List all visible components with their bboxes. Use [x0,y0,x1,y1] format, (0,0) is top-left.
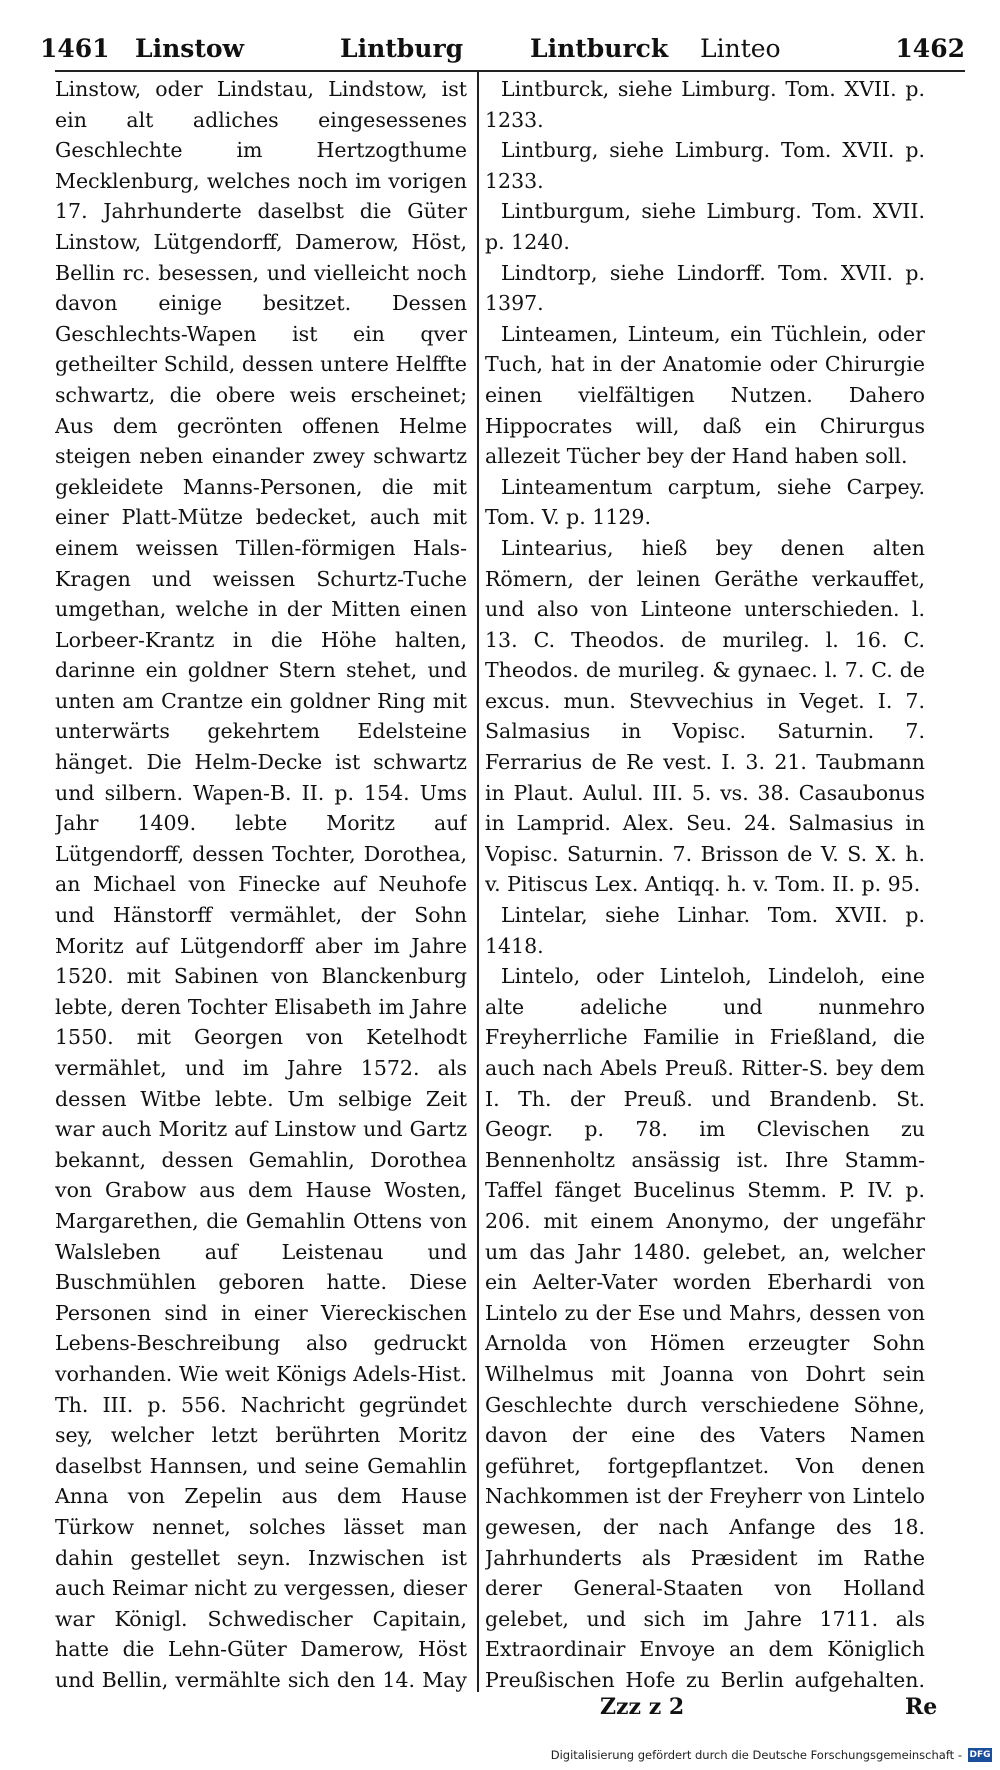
entry-lintelar: Lintelar, siehe Linhar. Tom. XVII. p. 1418. [485,903,925,958]
running-header [40,30,965,68]
entry-linteamentum: Linteamentum carptum, siehe Carpey. Tom. V. p. 1129. [485,474,925,530]
page-footer [0,1692,1000,1726]
entry-lindtorp: Lindtorp, siehe Lindorff. Tom. XVII. p. 1397. [485,260,925,316]
column-rule [477,72,479,1692]
entry-lintburck: Lintburck, siehe Limburg. Tom. XVII. p. 1233. [485,77,925,132]
catchword: Re [905,1694,938,1720]
entry-lintelo: Lintelo, oder Linteloh, Lindeloh, eine alte adeliche und nunmehro Freyherrliche Familie in Frießland, die auch nach Abels Preuß. Ritter-S. bey dem I. Th. der Preuß. und Brandenb. St. Geogr. p. 78. im Clevischen zu Bennenholtz ansässig ist. Ihre Stamm-Taffel fänget Bucelinus Stemm. P. IV. p. 206. mit einem Anonymo, der ungefähr um das Jahr 1480. gelebet, an, welcher ein Aelter-Vater worden Eberhardi von Lintelo zu der Ese und Mahrs, dessen von Arnolda von Hömen erzeugter Sohn Wilhelmus mit Joanna von Dohrt sein Geschlechte durch verschiedene Söhne, davon der eine des Vaters Namen geführet, fortgepflantzet. Von denen Nachkommen ist der Freyherr von Lintelo gewesen, der nach Anfange des 18. Jahrhunderts als Præsident im Rathe derer General-Staaten von Holland gelebet, und sich im Jahre 1711. als Extraordinair Envoye an dem Königlich Preußischen Hofe zu Berlin aufgehalten. [485,964,925,1692]
digitization-credit [551,1745,992,1765]
guide-word-left: Linstow [135,34,245,63]
entry-linstow: Linstow, oder Lindstau, Lindstow, ist ein alt adliches eingesessenes Geschlechte im Hertzogthume Mecklenburg, welches noch im vorigen 17. Jahrhunderte daselbst die Güter Linstow, Lütgendorff, Damerow, Höst, Bellin rc. besessen, und vielleicht noch davon einige besitzet. Dessen Geschlechts-Wapen ist ein qver getheilter Schild, dessen untere Helffte schwartz, die obere weis erscheinet; Aus dem gecrönten offenen Helme steigen neben einander zwey schwartz gekleidete Manns-Personen, die mit einer Platt-Mütze bedecket, auch mit einem weissen Tillen-förmigen Hals-Kragen und weissen Schurtz-Tuche umgethan, welche in der Mitten einen Lorbeer-Krantz in die Höhe halten, darinne ein goldner Stern stehet, und unten am Crantze ein goldner Ring mit unterwärts gekehrtem Edelsteine hänget. Die Helm-Decke ist schwartz und silbern. Wapen-B. II. p. 154. Ums Jahr 1409. lebte Moritz auf Lütgendorff, dessen Tochter, Dorothea, an Michael von Finecke auf Neuhofe und Hänstorff vermählet, der Sohn Moritz auf Lütgendorff aber im Jahre 1520. mit Sabinen von Blanckenburg lebte, deren Tochter Elisabeth im Jahre 1550. mit Georgen von Ketelhodt vermählet, und im Jahre 1572. als dessen Witbe lebte. Um selbige Zeit war auch Moritz auf Linstow und Gartz bekannt, dessen Gemahlin, Dorothea von Grabow aus dem Hause Wosten, Margarethen, die Gemahlin Ottens von Walsleben auf Leistenau und Buschmühlen geboren hatte. Diese Personen sind in einer Viereckischen Lebens-Beschreibung also gedruckt vorhanden. Wie weit Königs Adels-Hist. Th. III. p. 556. Nachricht gegründet sey, welcher letzt berührten Moritz daselbst Hannsen, und seine Gemahlin Anna von Zepelin aus dem Hause Türkow nennet, solches lässet man dahin gestellet seyn. Inzwischen ist auch Reimar nicht zu vergessen, dieser war Königl. Schwedischer Capitain, hatte die Lehn-Güter Damerow, Höst und Bellin, vermählte sich den 14. May [55,77,467,1692]
signature-mark: Zzz z 2 [600,1694,685,1720]
entry-linteamen: Linteamen, Linteum, ein Tüchlein, oder Tuch, hat in der Anatomie oder Chirurgie einen vielfältigen Nutzen. Dahero Hippocrates will, daß ein Chirurgus allezeit Tücher bey der Hand haben soll. [485,321,925,469]
entry-lintburgum: Lintburgum, siehe Limburg. Tom. XVII. p. 1240. [485,199,925,254]
entry-lintearius: Lintearius, hieß bey denen alten Römern, der leinen Geräthe verkauffet, und also von Linteone unterschieden. l. 13. C. Theodos. de murileg. l. 16. C. Theodos. de murileg. & gynaec. l. 7. C. de excus. mun. Stevvechius in Veget. I. 7. Salmasius in Vopisc. Saturnin. 7. Ferrarius de Re vest. I. 3. 21. Taubmann in Plaut. Aulul. III. 5. vs. 38. Casaubonus in Lamprid. Alex. Seu. 24. Salmasius in Vopisc. Saturnin. 7. Brisson de V. S. X. h. v. Pitiscus Lex. Antiqq. h. v. Tom. II. p. 95. [485,535,925,897]
right-column [485,74,925,1692]
guide-word-right: Lintburck [530,34,669,63]
header-rule [55,70,965,72]
entry-lintburg-right: Lintburg, siehe Limburg. Tom. XVII. p. 1233. [485,138,925,193]
page-number-right: 1462 [895,34,965,63]
dfg-logo: DFG [969,1750,991,1760]
guide-word-center: Lintburg [340,34,464,63]
left-column [55,74,467,1692]
guide-word-right-outer: Linteo [700,34,781,63]
page-number-left: 1461 [40,34,110,63]
credit-text: Digitalisierung gefördert durch die Deutsche Forschungsgemeinschaft - [550,1748,962,1762]
